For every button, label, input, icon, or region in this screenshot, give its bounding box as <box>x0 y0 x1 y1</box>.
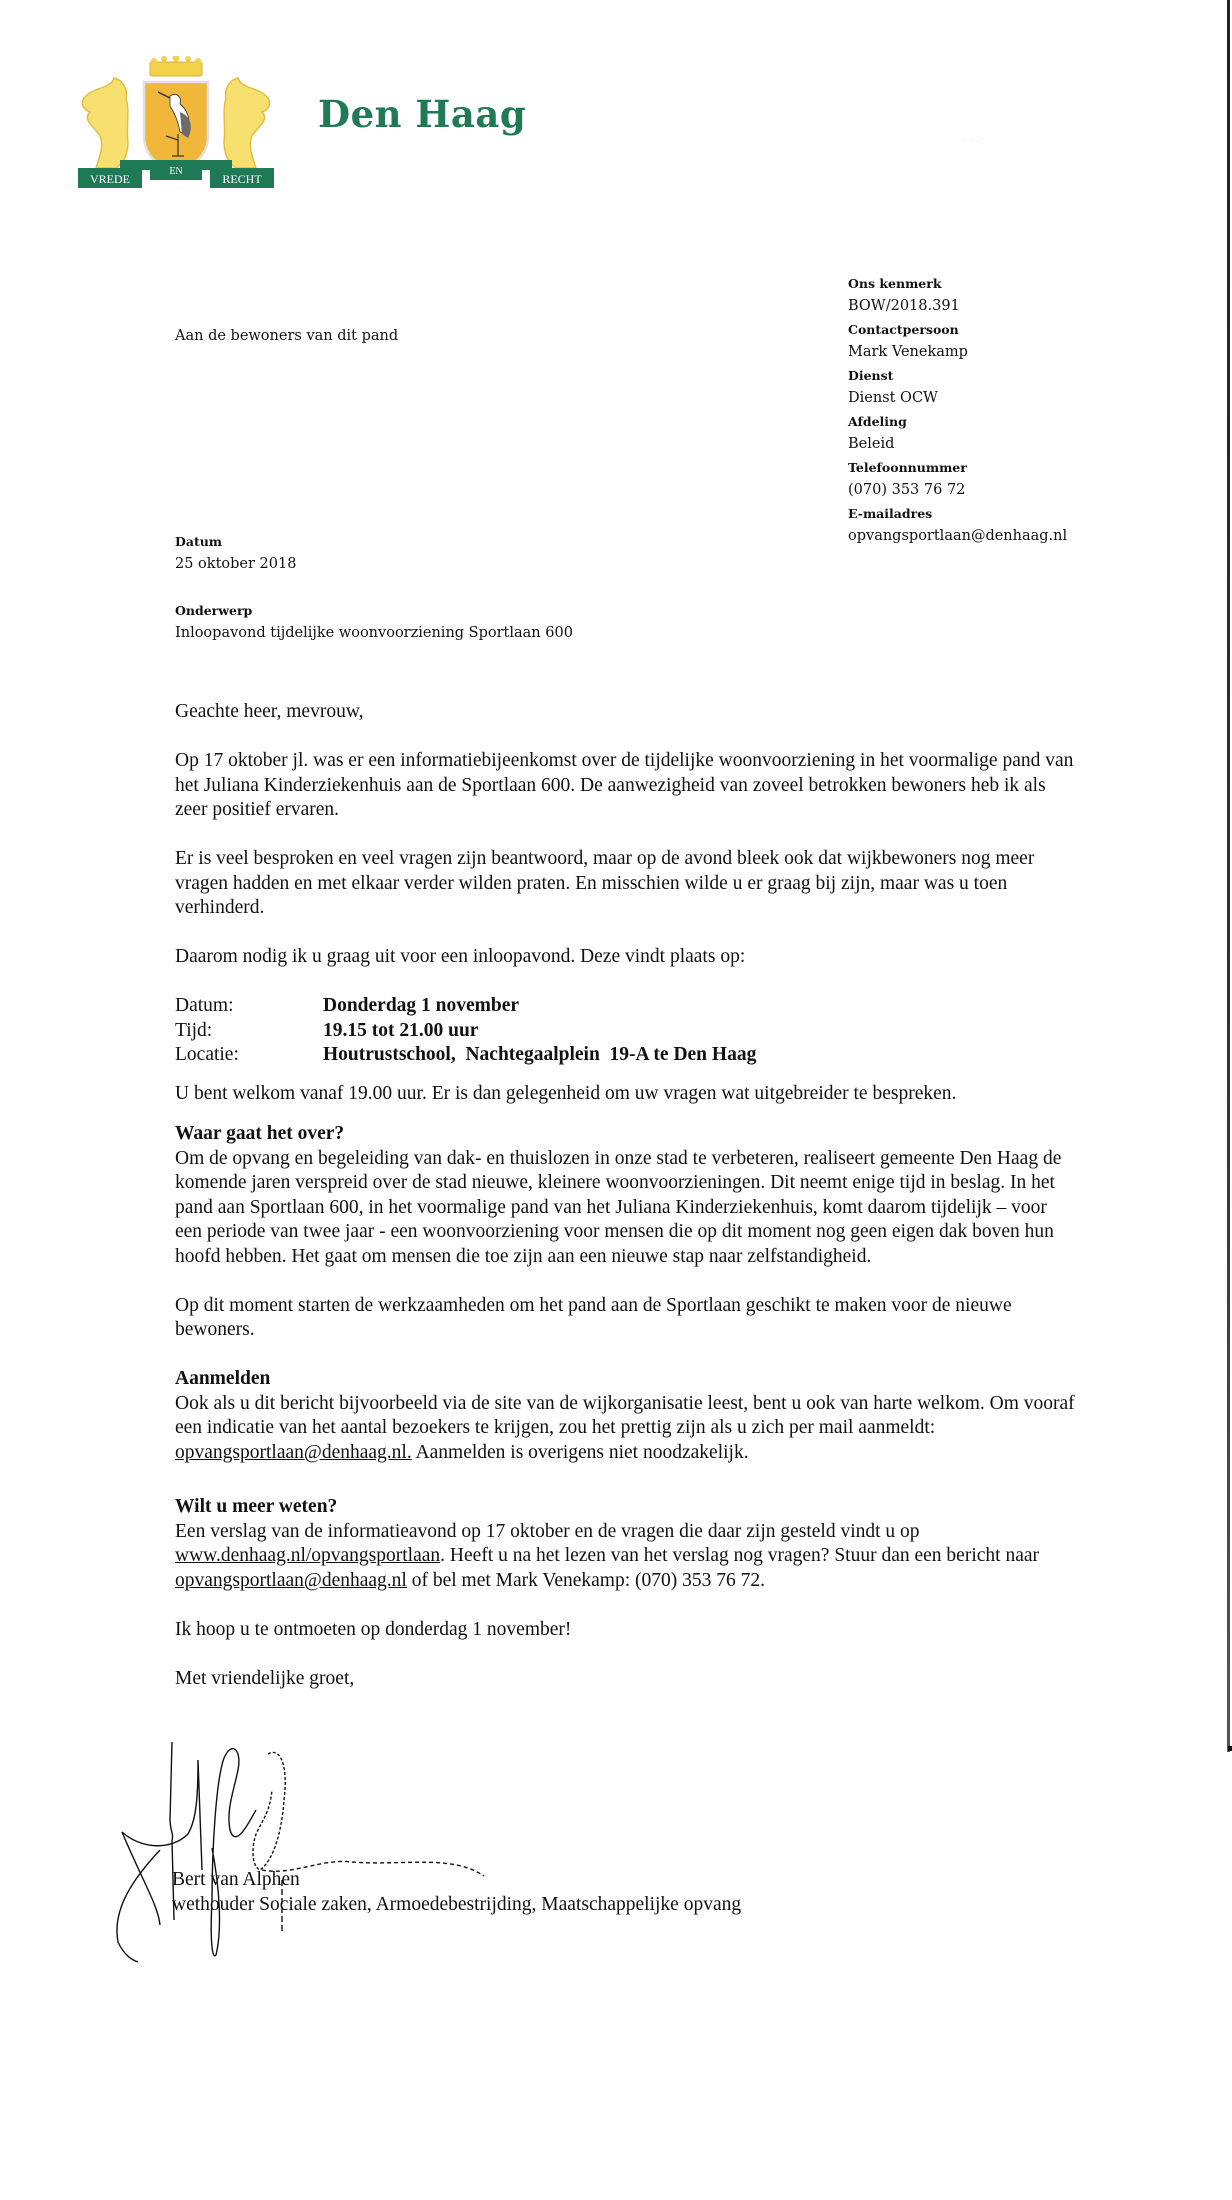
text: Aanmelden is overigens niet noodzakelijk. <box>411 1441 749 1463</box>
text: . Heeft u na het lezen van het verslag nog vragen? Stuur dan een bericht naar <box>440 1545 1039 1566</box>
website-link[interactable]: www.denhaag.nl/opvangsportlaan <box>175 1545 441 1566</box>
meta-label: E-mailadres <box>848 506 933 521</box>
letter-body <box>175 700 1075 1691</box>
motto-recht: RECHT <box>222 172 262 186</box>
paragraph: Op dit moment starten de werkzaamheden om het pand aan de Sportlaan geschikt te maken voor de nieuwe bewoners. <box>175 1294 1012 1340</box>
meta-value: Beleid <box>848 436 895 452</box>
brand-name: Den Haag <box>318 92 527 136</box>
closing-line: Ik hoop u te ontmoeten op donderdag 1 november! <box>175 1618 572 1640</box>
email-link[interactable]: opvangsportlaan@denhaag.nl. <box>175 1441 412 1463</box>
signer-name: Bert van Alphen <box>172 1869 300 1890</box>
section-heading: Aanmelden <box>175 1368 271 1389</box>
paragraph: Er is veel besproken en veel vragen zijn beantwoord, maar op de avond bleek ook dat wijkbewoners nog meer vragen hadden en met elkaar verder wilden praten. En misschien wilde u er graag bij zijn, maar was u toen verhinderd. <box>175 848 1035 918</box>
date-value: 25 oktober 2018 <box>175 556 297 572</box>
text: Een verslag van de informatieavond op 17 oktober en de vragen die daar zijn gesteld vindt u op <box>175 1520 920 1542</box>
addressee: Aan de bewoners van dit pand <box>175 328 399 344</box>
scan-edge-line <box>1227 0 1230 1752</box>
scan-smudge: · · ·ʹ <box>962 138 986 145</box>
meta-value: opvangsportlaan@denhaag.nl <box>848 528 1068 544</box>
event-details <box>175 994 1075 1068</box>
scan-mark <box>1228 1746 1232 1751</box>
date-label: Datum <box>175 534 223 549</box>
subject-label: Onderwerp <box>175 603 253 618</box>
salutation: Geachte heer, mevrouw, <box>175 701 364 722</box>
paragraph: U bent welkom vanaf 19.00 uur. Er is dan gelegenheid om uw vragen wat uitgebreider te bespreken. <box>175 1082 957 1104</box>
paragraph <box>175 1392 1075 1466</box>
date-block <box>175 532 296 576</box>
meta-label: Telefoonnummer <box>848 460 967 475</box>
email-link[interactable]: opvangsportlaan@denhaag.nl <box>175 1569 407 1591</box>
text: Ook als u dit bericht bijvoorbeeld via de site van de wijkorganisatie leest, bent u ook van harte welkom. Om vooraf een indicatie van het aantal bezoekers te krijgen, zou het prettig zijn als u zich per mail aanmeldt: <box>175 1392 1075 1438</box>
event-label: Datum: <box>175 995 234 1016</box>
event-value: 19.15 tot 21.00 uur <box>323 1019 479 1041</box>
left-lion-icon <box>82 78 128 168</box>
subject-block <box>175 601 573 645</box>
crown-icon <box>150 56 202 76</box>
den-haag-coat-of-arms-icon <box>76 56 276 192</box>
event-label: Locatie: <box>175 1044 239 1065</box>
section-heading: Wilt u meer weten? <box>175 1496 338 1517</box>
subject-value: Inloopavond tijdelijke woonvoorziening Sportlaan 600 <box>175 625 573 641</box>
meta-label: Dienst <box>848 368 894 383</box>
meta-label: Ons kenmerk <box>848 276 942 291</box>
signer-title: wethouder Sociale zaken, Armoedebestrijding, Maatschappelijke opvang <box>172 1893 742 1915</box>
paragraph <box>175 1520 1075 1594</box>
paragraph: Om de opvang en begeleiding van dak- en thuislozen in onze stad te verbeteren, realiseert gemeente Den Haag de komende jaren verspreid over de stad nieuwe, kleinere woonvoorzieningen. Dit neemt enige tijd in beslag. In het pand aan Sportlaan 600, in het voormalige pand van het Juliana Kinderziekenhuis, komt daarom tijdelijk – voor een periode van twee jaar - een woonvoorziening voor mensen die op dit moment nog geen eigen dak boven hun hoofd hebben. Het gaat om mensen die toe zijn aan een nieuwe stap naar zelfstandigheid. <box>175 1147 1062 1267</box>
paragraph: Daarom nodig ik u graag uit voor een inloopavond. Deze vindt plaats op: <box>175 946 746 967</box>
greeting: Met vriendelijke groet, <box>175 1667 355 1689</box>
meta-value: Mark Venekamp <box>848 344 968 360</box>
event-label: Tijd: <box>175 1019 213 1041</box>
event-value: Donderdag 1 november <box>323 995 520 1016</box>
right-lion-icon <box>224 78 270 168</box>
meta-label: Afdeling <box>848 414 907 429</box>
event-value: Houtrustschool, Nachtegaalplein 19-A te Den Haag <box>323 1044 757 1065</box>
text: of bel met Mark Venekamp: (070) 353 76 72. <box>406 1569 766 1591</box>
signer-block <box>172 1868 741 1917</box>
motto-vrede: VREDE <box>90 172 130 186</box>
meta-label: Contactpersoon <box>848 322 959 337</box>
paragraph: Op 17 oktober jl. was er een informatiebijeenkomst over de tijdelijke woonvoorziening in het voormalige pand van het Juliana Kinderziekenhuis aan de Sportlaan 600. De aanwezigheid van zoveel betrokken bewoners heb ik als zeer positief ervaren. <box>175 750 1074 820</box>
reference-panel <box>848 272 1067 548</box>
meta-value: (070) 353 76 72 <box>848 482 966 498</box>
meta-value: Dienst OCW <box>848 390 938 406</box>
motto-en: EN <box>169 166 183 177</box>
meta-value: BOW/2018.391 <box>848 298 960 314</box>
handwritten-signature-icon <box>112 1730 632 1970</box>
section-heading: Waar gaat het over? <box>175 1123 345 1144</box>
